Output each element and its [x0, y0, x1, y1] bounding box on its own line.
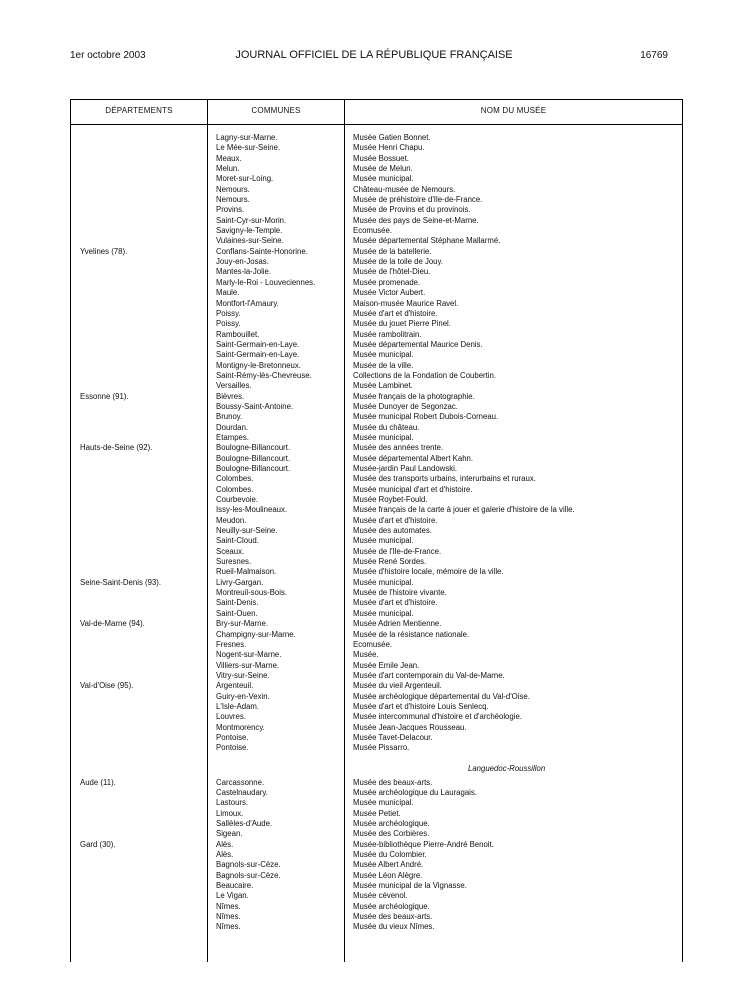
musee-cell: Musée Léon Alègre. [353, 870, 423, 880]
header-divider [71, 124, 682, 125]
musee-cell: Musée du château. [353, 422, 420, 432]
commune-cell: Melun. [216, 164, 240, 174]
musee-cell: Musée des transports urbains, interurbains et ruraux. [353, 474, 536, 484]
departement-cell: Val-de-Marne (94). [80, 619, 145, 629]
table-row [71, 609, 682, 619]
musee-cell: Musée municipal. [353, 798, 414, 808]
region-heading [71, 754, 682, 778]
musee-cell: Musée municipal. [353, 174, 414, 184]
journal-title: JOURNAL OFFICIEL DE LA RÉPUBLIQUE FRANÇAISE [235, 49, 513, 61]
region-label: Languedoc-Roussillon [468, 763, 546, 773]
table-body [71, 133, 682, 933]
musee-cell: Musée des pays de Seine-et-Marne. [353, 215, 479, 225]
table-row [71, 733, 682, 743]
table-row [71, 433, 682, 443]
table-row [71, 567, 682, 577]
commune-cell: Provins. [216, 205, 245, 215]
table-row [71, 619, 682, 629]
table-row [71, 819, 682, 829]
table-row [71, 412, 682, 422]
table-row [71, 829, 682, 839]
commune-cell: Courbevoie. [216, 495, 259, 505]
musee-cell: Musée d'art et d'histoire Louis Senlecq. [353, 701, 489, 711]
commune-cell: Saint-Ouen. [216, 608, 258, 618]
commune-cell: Rambouillet. [216, 329, 260, 339]
table-row [71, 547, 682, 557]
commune-cell: Conflans-Sainte-Honorine. [216, 246, 308, 256]
musee-cell: Musée-jardin Paul Landowski. [353, 464, 458, 473]
table-row [71, 598, 682, 608]
musee-cell: Musée des beaux-arts. [353, 912, 433, 922]
table-row [71, 164, 682, 174]
table-row [71, 578, 682, 588]
musee-cell: Musée du jouet Pierre Pinel. [353, 319, 451, 329]
commune-cell: Vitry-sur-Seine. [216, 670, 270, 680]
commune-cell: Le Vigan. [216, 891, 249, 901]
commune-cell: Montigny-le-Bretonneux. [216, 360, 301, 370]
commune-cell: Pontoise. [216, 743, 249, 753]
musee-cell: Musée René Sordes. [353, 557, 427, 567]
musee-cell: Musée de l'Ile-de-France. [353, 546, 442, 556]
commune-cell: Boussy-Saint-Antoine. [216, 401, 294, 411]
table-row [71, 671, 682, 681]
table-row [71, 278, 682, 288]
commune-cell: Sallèles-d'Aude. [216, 819, 273, 828]
commune-cell: Pontoise. [216, 732, 249, 742]
table-row [71, 588, 682, 598]
commune-cell: L'Isle-Adam. [216, 701, 260, 711]
departement-cell: Aude (11). [80, 777, 116, 787]
musee-cell: Musée Henri Chapu. [353, 143, 425, 153]
commune-cell: Carcassonne. [216, 777, 265, 787]
commune-cell: Nîmes. [216, 901, 241, 911]
musee-cell: Ecomusée. [353, 226, 393, 236]
table-row [71, 702, 682, 712]
table-row [71, 495, 682, 505]
table-row [71, 650, 682, 660]
commune-cell: Lastours. [216, 798, 249, 808]
commune-cell: Suresnes. [216, 557, 252, 567]
musee-cell: Musée Dunoyer de Segonzac. [353, 401, 458, 411]
table-row [71, 288, 682, 298]
commune-cell: Champigny-sur-Marne. [216, 629, 296, 639]
commune-cell: Meaux. [216, 153, 242, 163]
musee-cell: Musée Adrien Mentienne. [353, 619, 442, 629]
table-row [71, 681, 682, 691]
commune-cell: Bièvres. [216, 391, 245, 401]
table-row [71, 402, 682, 412]
commune-cell: Colombes. [216, 484, 254, 494]
commune-cell: Nogent-sur-Marne. [216, 650, 282, 660]
musee-cell: Musée des Corbières. [353, 829, 430, 839]
musee-cell: Musée d'art et d'histoire. [353, 515, 438, 525]
commune-cell: Moret-sur-Loing. [216, 174, 274, 184]
commune-cell: Mantes-la-Jolie. [216, 267, 272, 277]
musee-cell: Musée du vieux Nîmes. [353, 922, 435, 932]
musee-cell: Musée d'art et d'histoire. [353, 598, 438, 608]
table-row [71, 881, 682, 891]
musee-cell: Musée de l'histoire vivante. [353, 588, 447, 598]
commune-cell: Boulogne-Billancourt. [216, 453, 291, 463]
table-row [71, 154, 682, 164]
musee-cell: Château-musée de Nemours. [353, 184, 456, 194]
table-row [71, 850, 682, 860]
commune-cell: Saint-Denis. [216, 598, 259, 608]
commune-cell: Sceaux. [216, 546, 245, 556]
commune-cell: Fresnes. [216, 639, 247, 649]
commune-cell: Alès. [216, 839, 234, 849]
musee-cell: Musée rambolitrain. [353, 329, 422, 339]
commune-cell: Savigny-le-Temple. [216, 226, 283, 236]
commune-cell: Issy-les-Moulineaux. [216, 505, 288, 515]
musee-cell: Musée d'art contemporain du Val-de-Marne. [353, 670, 505, 680]
departement-cell: Seine-Saint-Denis (93). [80, 577, 162, 587]
commune-cell: Lagny-sur-Marne. [216, 133, 278, 142]
commune-cell: Limoux. [216, 808, 244, 818]
table-row [71, 205, 682, 215]
musee-cell: Musée de la batellerie. [353, 246, 432, 256]
commune-cell: Saint-Germain-en-Laye. [216, 350, 300, 360]
column-header-departements: DÉPARTEMENTS [105, 106, 173, 115]
commune-cell: Argenteuil. [216, 681, 254, 691]
musee-cell: Musée. [353, 650, 379, 660]
table-row [71, 536, 682, 546]
commune-cell: Sigean. [216, 829, 243, 839]
musee-cell: Musée départemental Albert Kahn. [353, 453, 474, 463]
table-row [71, 195, 682, 205]
table-row [71, 133, 682, 143]
table-row [71, 891, 682, 901]
commune-cell: Neuilly-sur-Seine. [216, 526, 278, 536]
commune-cell: Montfort-l'Amaury. [216, 298, 279, 308]
commune-cell: Nîmes. [216, 912, 241, 922]
commune-cell: Livry-Gargan. [216, 577, 264, 587]
musee-cell: Musée français de la carte à jouer et galerie d'histoire de la ville. [353, 505, 575, 515]
musee-cell: Musée départemental Maurice Denis. [353, 339, 483, 349]
table-row [71, 778, 682, 788]
table-row [71, 299, 682, 309]
table-row [71, 516, 682, 526]
musee-cell: Musée municipal. [353, 350, 414, 360]
musee-cell: Musée Albert André. [353, 860, 424, 870]
musee-cell: Musée municipal Robert Dubois-Corneau. [353, 412, 499, 422]
musee-cell: Musée Lambinet. [353, 381, 413, 391]
commune-cell: Montmorency. [216, 722, 265, 732]
musee-cell: Musée municipal. [353, 536, 414, 546]
table-row [71, 247, 682, 257]
commune-cell: Rueil-Malmaison. [216, 567, 277, 577]
table-row [71, 723, 682, 733]
musee-cell: Musée de l'hôtel-Dieu. [353, 267, 431, 277]
musee-cell: Musée municipal. [353, 608, 414, 618]
departement-cell: Essonne (91). [80, 391, 129, 401]
table-row [71, 743, 682, 753]
commune-cell: Nemours. [216, 195, 250, 205]
commune-cell: Louvres. [216, 712, 246, 722]
table-row [71, 798, 682, 808]
table-row [71, 381, 682, 391]
table-row [71, 505, 682, 515]
table-row [71, 902, 682, 912]
commune-cell: Vulaines-sur-Seine. [216, 236, 284, 246]
table-row [71, 788, 682, 798]
musee-cell: Musée municipal d'art et d'histoire. [353, 484, 473, 494]
musee-cell: Musée Roybet-Fould. [353, 495, 428, 505]
commune-cell: Nîmes. [216, 922, 241, 932]
commune-cell: Saint-Cloud. [216, 536, 259, 546]
commune-cell: Bagnols-sur-Cèze. [216, 860, 281, 870]
musee-cell: Musée Victor Aubert. [353, 288, 426, 298]
commune-cell: Montreuil-sous-Bois. [216, 588, 288, 598]
musee-cell: Musée municipal. [353, 577, 414, 587]
musee-cell: Musée intercommunal d'histoire et d'archéologie. [353, 712, 522, 722]
commune-cell: Boulogne-Billancourt. [216, 464, 291, 473]
commune-cell: Etampes. [216, 432, 249, 442]
table-row [71, 922, 682, 932]
musee-cell: Musée municipal. [353, 432, 414, 442]
table-row [71, 257, 682, 267]
musee-cell: Musée archéologique. [353, 901, 430, 911]
page-date: 1er octobre 2003 [70, 50, 146, 61]
commune-cell: Bagnols-sur-Cèze. [216, 870, 281, 880]
musee-cell: Musée Gatien Bonnet. [353, 133, 431, 142]
commune-cell: Marly-le-Roi - Louveciennes. [216, 277, 316, 287]
commune-cell: Le Mée-sur-Seine. [216, 143, 281, 153]
column-header-musee: NOM DU MUSÉE [480, 106, 547, 115]
table-row [71, 464, 682, 474]
commune-cell: Beaucaire. [216, 881, 254, 891]
departement-cell: Gard (30). [80, 839, 116, 849]
table-row [71, 526, 682, 536]
table-row [71, 236, 682, 246]
table-row [71, 309, 682, 319]
musee-cell: Musée Tavet-Delacour. [353, 732, 433, 742]
musee-cell: Musée départemental Stéphane Mallarmé. [353, 236, 501, 246]
table-row [71, 640, 682, 650]
musee-cell: Musée Petiet. [353, 808, 401, 818]
musee-cell: Musée archéologique du Lauragais. [353, 787, 477, 797]
departement-cell: Yvelines (78). [80, 246, 128, 256]
table-row [71, 330, 682, 340]
table-row [71, 860, 682, 870]
commune-cell: Versailles. [216, 381, 252, 391]
commune-cell: Jouy-en-Josas. [216, 257, 269, 267]
musee-cell: Musée du Colombier. [353, 850, 427, 860]
commune-cell: Poissy. [216, 319, 241, 329]
commune-cell: Meudon. [216, 515, 247, 525]
commune-cell: Guiry-en-Vexin. [216, 691, 270, 701]
musee-cell: Ecomusée. [353, 639, 393, 649]
page-number: 16769 [640, 50, 668, 61]
departement-cell: Val-d'Oise (95). [80, 681, 134, 691]
commune-cell: Bry-sur-Marne. [216, 619, 268, 629]
musee-cell: Musée Bossuet. [353, 153, 409, 163]
column-header-communes: COMMUNES [251, 106, 301, 115]
musee-cell: Musée des automates. [353, 526, 432, 536]
musee-cell: Musée d'art et d'histoire. [353, 308, 438, 318]
table-row [71, 661, 682, 671]
commune-cell: Poissy. [216, 308, 241, 318]
table-row [71, 423, 682, 433]
table-row [71, 226, 682, 236]
table-row [71, 319, 682, 329]
commune-cell: Brunoy. [216, 412, 243, 422]
table-row [71, 185, 682, 195]
table-row [71, 267, 682, 277]
musee-cell: Musée de Melun. [353, 164, 413, 174]
table-row [71, 371, 682, 381]
commune-cell: Saint-Cyr-sur-Morin. [216, 215, 287, 225]
commune-cell: Maule. [216, 288, 240, 298]
commune-cell: Dourdan. [216, 422, 249, 432]
musee-cell: Musée cévenol. [353, 891, 408, 901]
musee-cell: Musée promenade. [353, 277, 421, 287]
musee-cell: Musée de Provins et du provinois. [353, 205, 471, 215]
musee-cell: Musée de la ville. [353, 360, 414, 370]
table-row [71, 912, 682, 922]
musee-cell: Musée municipal de la Vignasse. [353, 881, 467, 891]
table-row [71, 361, 682, 371]
musee-cell: Musée Jean-Jacques Rousseau. [353, 722, 467, 732]
musee-cell: Musée des années trente. [353, 443, 444, 453]
musee-cell: Musée de la toile de Jouy. [353, 257, 444, 267]
musee-cell: Musée de la résistance nationale. [353, 629, 470, 639]
table-row [71, 392, 682, 402]
musee-cell: Musée Pissarro. [353, 743, 410, 753]
table-row [71, 557, 682, 567]
table-row [71, 712, 682, 722]
table-row [71, 809, 682, 819]
table-row [71, 474, 682, 484]
table-row [71, 174, 682, 184]
table-row [71, 143, 682, 153]
musee-cell: Musée des beaux-arts. [353, 777, 433, 787]
commune-cell: Boulogne-Billancourt. [216, 443, 291, 453]
commune-cell: Colombes. [216, 474, 254, 484]
musee-cell: Musée du vieil Argenteuil. [353, 681, 442, 691]
musee-cell: Musée d'histoire locale, mémoire de la ville. [353, 567, 504, 577]
table-row [71, 350, 682, 360]
commune-cell: Alès. [216, 850, 234, 860]
commune-cell: Nemours. [216, 184, 250, 194]
table-row [71, 216, 682, 226]
table-row [71, 454, 682, 464]
musee-cell: Maison-musée Maurice Ravel. [353, 298, 459, 308]
table-row [71, 340, 682, 350]
musee-cell: Musée français de la photographie. [353, 391, 475, 401]
table-row [71, 485, 682, 495]
table-row [71, 692, 682, 702]
musee-cell: Musée Emile Jean. [353, 660, 420, 670]
musee-cell: Collections de la Fondation de Coubertin. [353, 370, 497, 380]
commune-cell: Saint-Rémy-lès-Chevreuse. [216, 370, 312, 380]
musee-cell: Musée de préhistoire d'Ile-de-France. [353, 195, 483, 205]
table-row [71, 443, 682, 453]
commune-cell: Villiers-sur-Marne. [216, 660, 280, 670]
table-row [71, 871, 682, 881]
musee-cell: Musée-bibliothèque Pierre-André Benoit. [353, 839, 494, 849]
museum-table [70, 99, 683, 962]
table-row [71, 630, 682, 640]
commune-cell: Saint-Germain-en-Laye. [216, 339, 300, 349]
commune-cell: Castelnaudary. [216, 787, 268, 797]
musee-cell: Musée archéologique départemental du Val-d'Oise. [353, 691, 530, 701]
musee-cell: Musée archéologique. [353, 819, 430, 828]
table-row [71, 840, 682, 850]
departement-cell: Hauts-de-Seine (92). [80, 443, 153, 453]
